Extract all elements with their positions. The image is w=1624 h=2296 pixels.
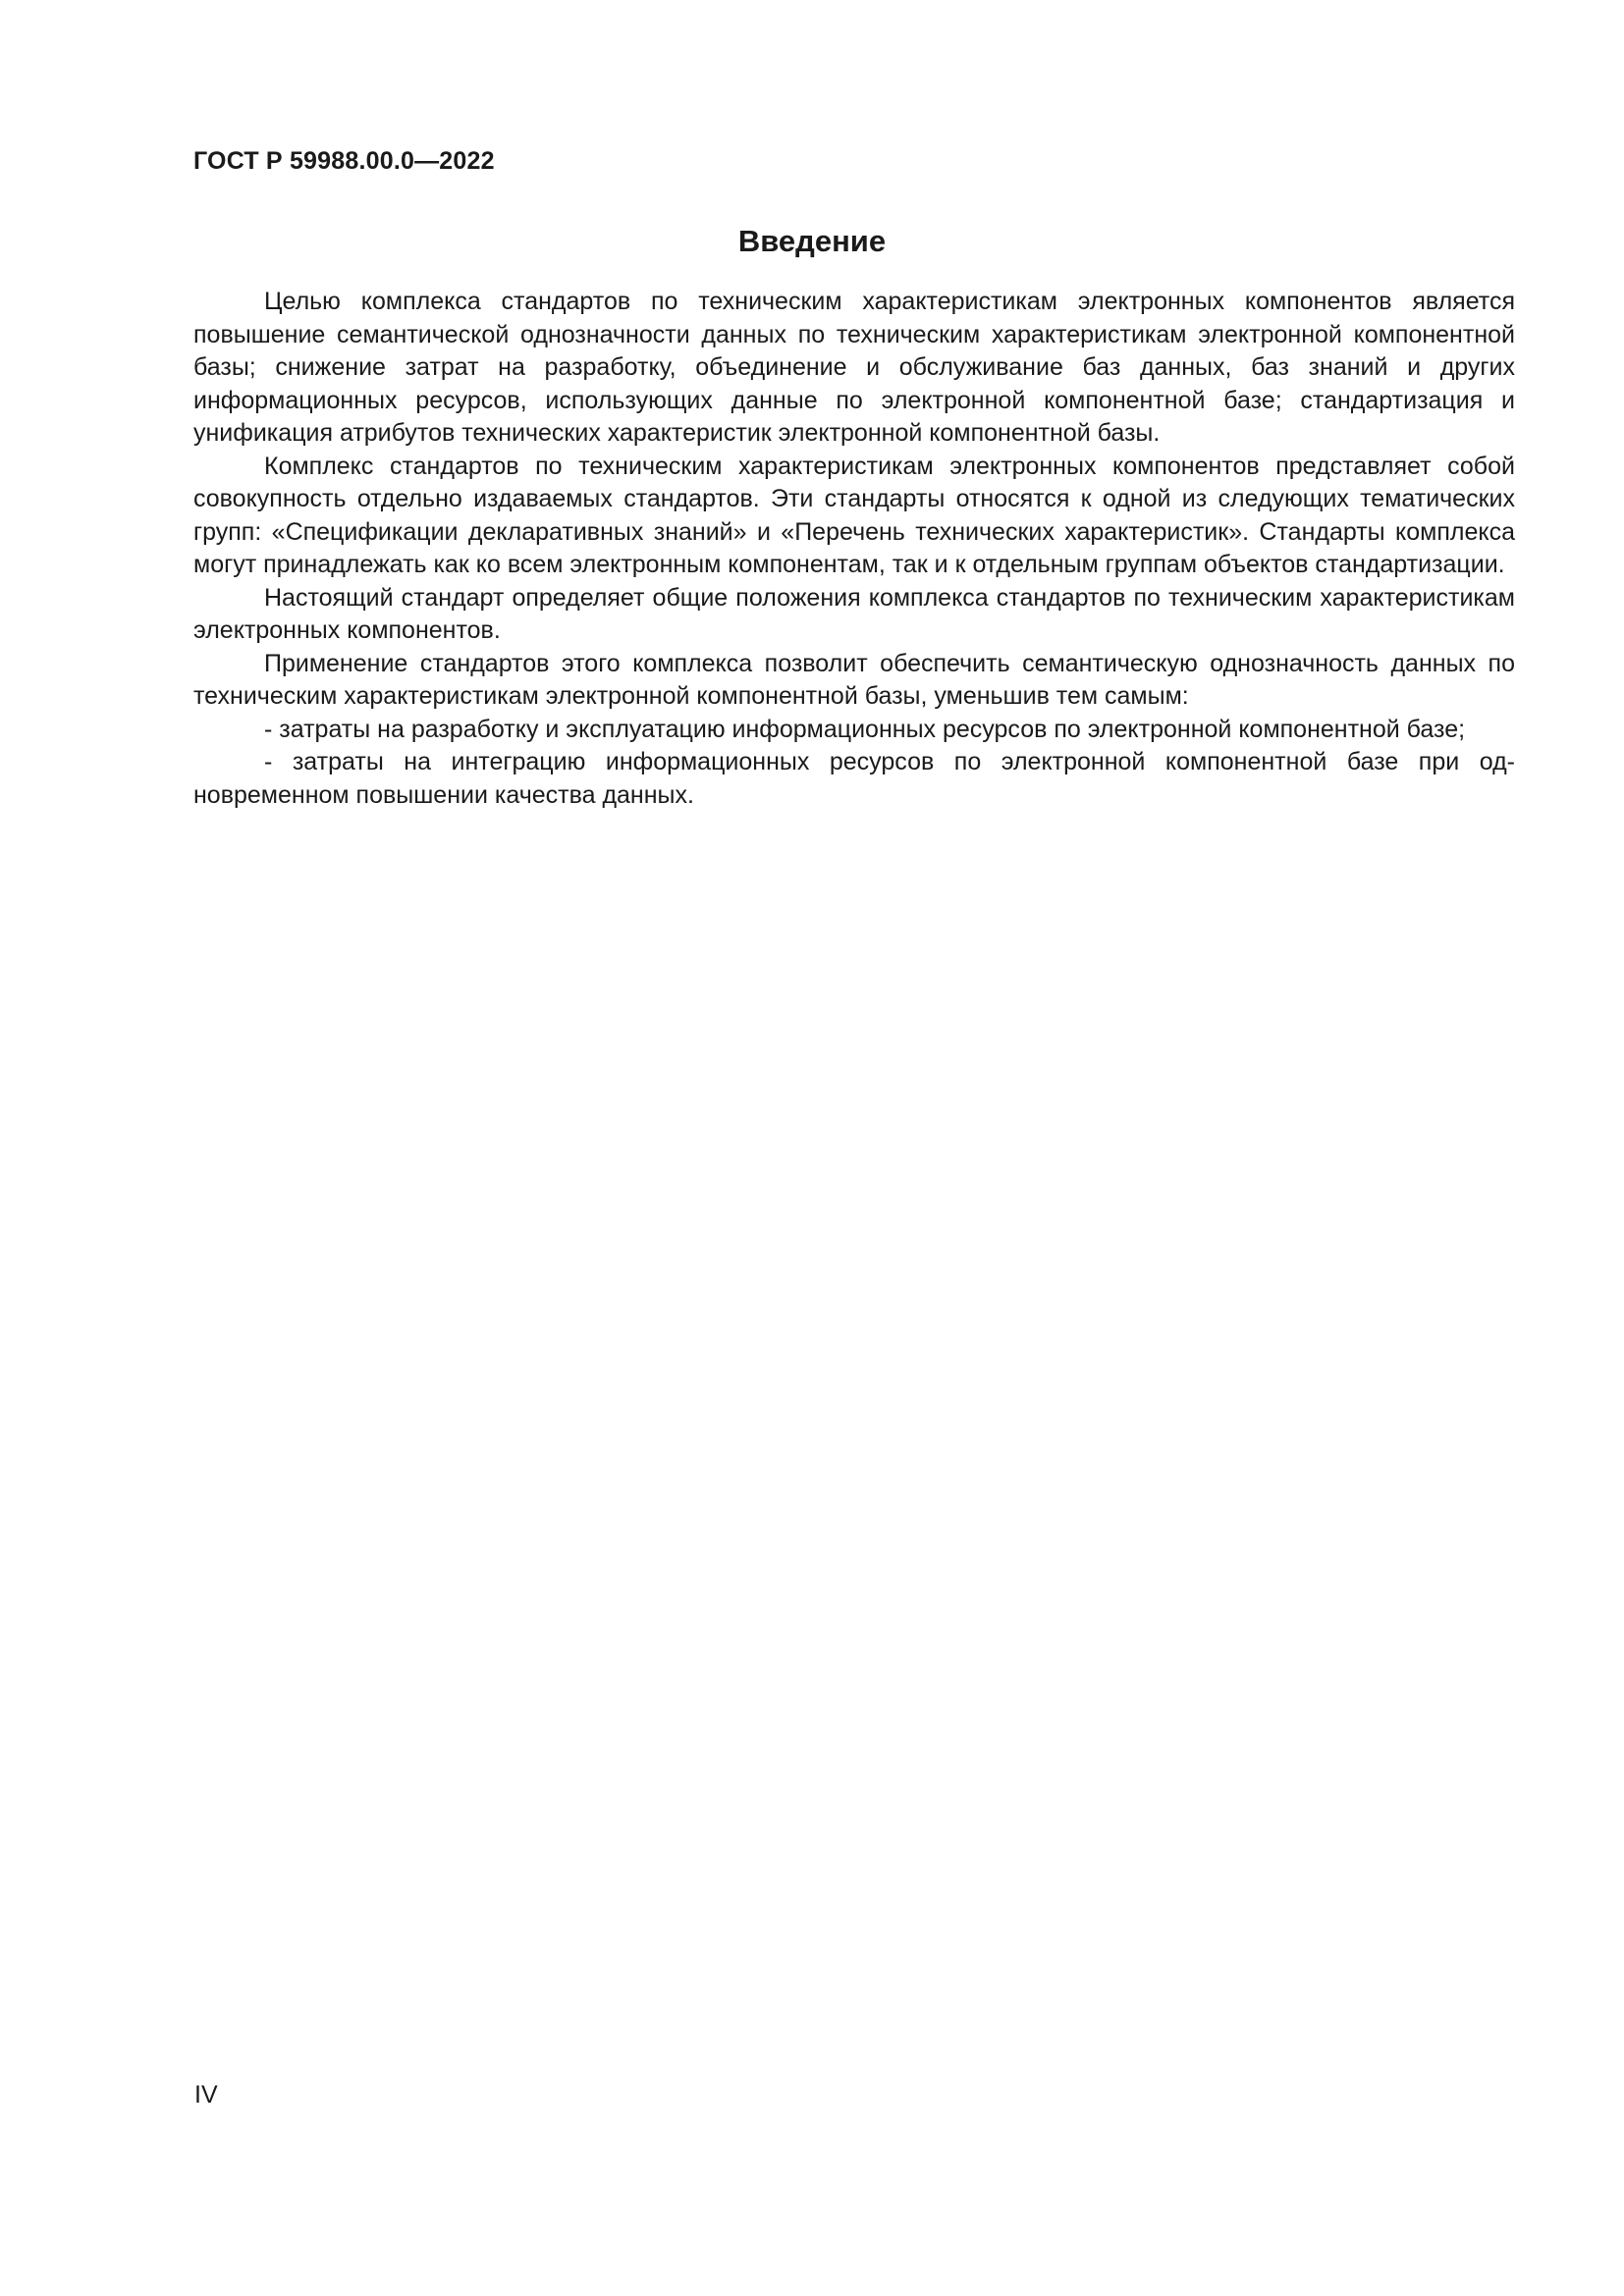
paragraph-application: Применение стандартов этого комплекса позволит обеспечить семантическую однозначность данных по техническим характеристикам электронной компонентной базы, уменьшив тем самым: (193, 649, 1515, 710)
document-header: ГОСТ Р 59988.00.0—2022 (193, 147, 495, 175)
body-text (193, 286, 1515, 812)
page-number: IV (194, 2081, 218, 2109)
paragraph-scope: Настоящий стандарт определяет общие положения комплекса стандартов по техническим характеристикам электронных компонентов. (193, 583, 1515, 644)
paragraph-goal: Целью комплекса стандартов по техническим характеристикам электронных компонентов является повышение семантической однозначности данных по техническим характеристикам электронной компонентной базы; снижение затрат на разработку, объединение и обслуживание баз данных, баз знаний и других информационных ресурсов, использующих данные по электронной компонентной базе; стандартизация и унификация атрибутов технических характеристик электронной компонентной базы. (193, 288, 1515, 447)
section-title: Введение (737, 224, 887, 258)
paragraph-complex: Комплекс стандартов по техническим характеристикам электронных компонентов представляет собой совокупность отдельно издаваемых стандартов. Эти стандарты относятся к одной из следующих тематических групп: «Спецификации декларативных знаний» и «Перечень технических характеристик». Стандарты комплекса могут принадлежать как ко всем электронным компонентам, так и к отдельным группам объектов стандартизации. (193, 452, 1515, 578)
list-item-integration-costs: - затраты на интеграцию информационных ресурсов по электронной компонентной базе при одновременном повышении качества данных. (193, 748, 1515, 809)
list-item-development-costs: - затраты на разработку и эксплуатацию информационных ресурсов по электронной компонентной базе; (264, 715, 1466, 743)
